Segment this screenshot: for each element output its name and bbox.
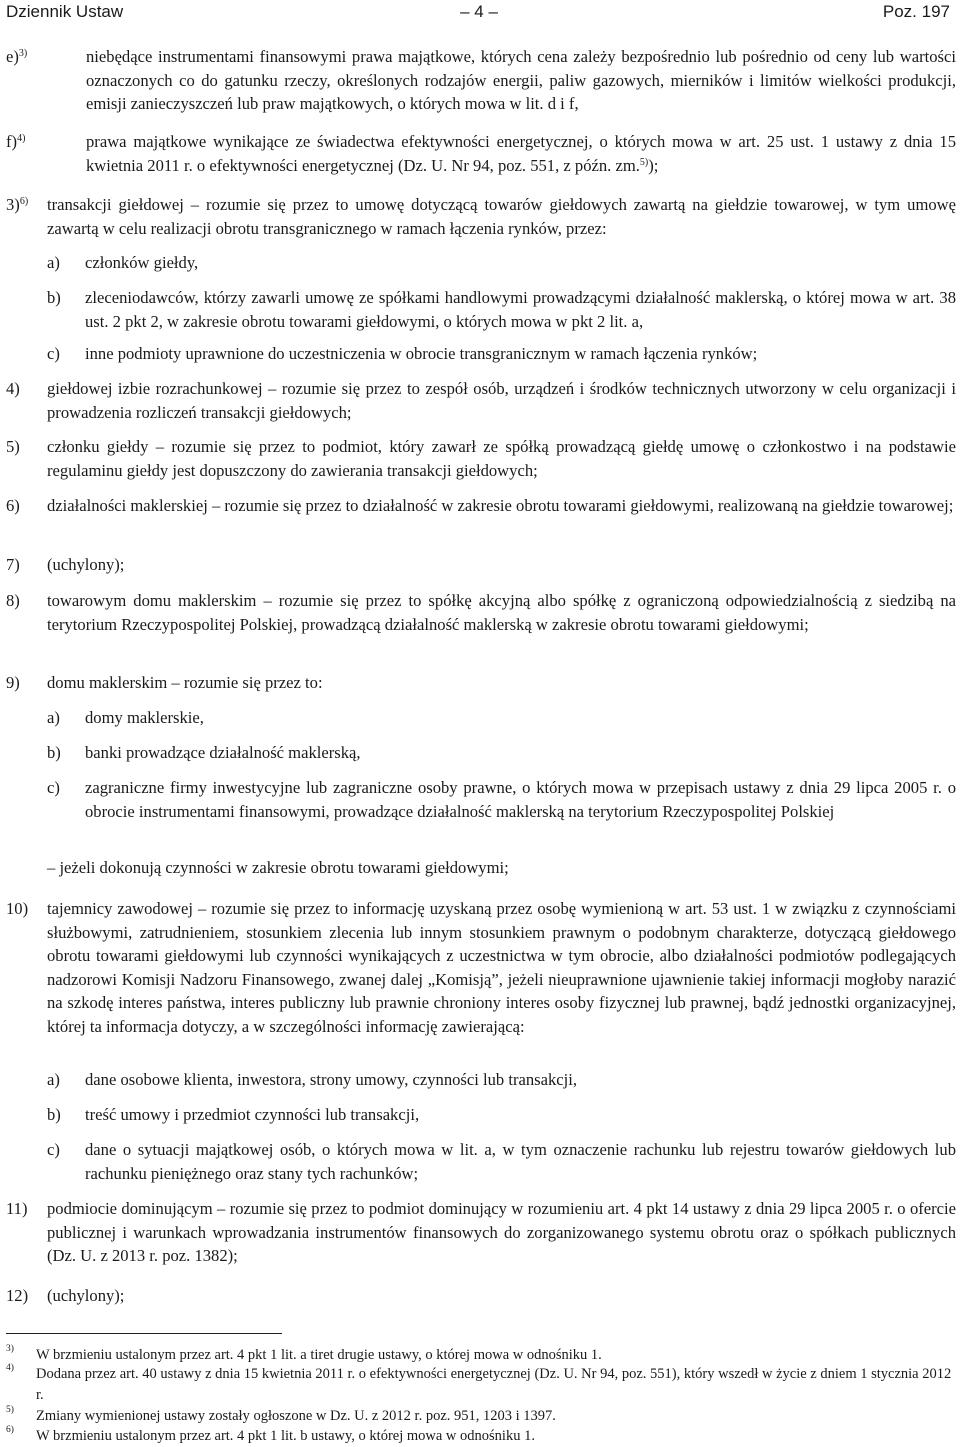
point-label: f)$^{4)}$ — [6, 132, 26, 151]
point-text: dane o sytuacji majątkowej osób, o których mowa w lit. a, w tym oznaczenie rachunku lub rejestru towarów giełdowych lub rachunku pieniężnego oraz stany tych rachunków; — [85, 1140, 956, 1183]
page-header — [6, 0, 952, 23]
point-f — [6, 130, 956, 177]
point-label: 6) — [6, 496, 20, 515]
footnote-ref: 5) — [639, 156, 649, 168]
footnote-text: Dodana przez art. 40 ustawy z dnia 15 kwietnia 2011 r. o efektywności energetycznej (Dz. U. Nr 94, poz. 551), który wszedł w życie z dniem 1 stycznia 2012 r. — [36, 1366, 952, 1403]
point-label: 3)$^{6)}$ — [6, 195, 29, 214]
point-label: 4) — [6, 379, 20, 398]
point-text: domu maklerskim – rozumie się przez to: — [47, 673, 323, 692]
point-label: 8) — [6, 591, 20, 610]
footnote-number: 3) — [6, 1344, 14, 1354]
point-text: giełdowej izbie rozrachunkowej – rozumie się przez to zespół osób, urządzeń i środków technicznych utworzony w celu organizacji i prowadzenia rozliczeń transakcji giełdowych; — [47, 379, 956, 422]
subpoint-c — [47, 1138, 956, 1185]
point-text: członków giełdy, — [85, 253, 199, 272]
point-label: 9) — [6, 673, 20, 692]
point-12 — [6, 1284, 956, 1308]
point-text: towarowym domu maklerskim – rozumie się przez to spółkę akcyjną albo spółkę z ograniczoną odpowiedzialnością z siedzibą na terytorium Rzeczypospolitej Polskiej, prowadzącą działalność maklerską w zakresie obrotu towarami giełdowymi; — [47, 591, 956, 634]
subpoint-c — [47, 342, 956, 366]
point-text: niebędące instrumentami finansowymi prawa majątkowe, których cena zależy bezpośrednio lub pośrednio od ceny lub wartości oznaczonych co do gatunku rzeczy, określonych rodzajów energii, paliw gazowych, mierników i limitów wielkości produkcji, emisji zanieczyszczeń lub praw majątkowych, o których mowa w lit. d i f, — [86, 47, 956, 113]
point-text: (uchylony); — [47, 555, 125, 574]
point-text: dane osobowe klienta, inwestora, strony umowy, czynności lub transakcji, — [85, 1070, 578, 1089]
point-8 — [6, 589, 956, 636]
point-text: – jeżeli dokonują czynności w zakresie obrotu towarami giełdowymi; — [47, 858, 509, 877]
footnote-text: W brzmieniu ustalonym przez art. 4 pkt 1 lit. b ustawy, o której mowa w odnośniku 1. — [36, 1428, 535, 1444]
position-number: Poz. 197 — [882, 2, 950, 21]
journal-title: Dziennik Ustaw — [6, 2, 124, 21]
footnote-ref: 3) — [18, 48, 28, 59]
point-label: c) — [47, 1140, 60, 1159]
point-label: 11) — [6, 1199, 28, 1218]
point-text: (uchylony); — [47, 1286, 125, 1305]
footnote-ref: 6) — [19, 196, 29, 207]
point-label: 12) — [6, 1286, 29, 1305]
point-label: b) — [47, 288, 61, 307]
footnote-number: 4) — [6, 1363, 14, 1373]
point-11 — [6, 1197, 956, 1268]
subpoint-a — [47, 1068, 956, 1092]
subpoint-b — [47, 286, 956, 333]
point-text: transakcji giełdowej – rozumie się przez to umowę dotyczącą towarów giełdowych zawartą na giełdzie towarowej, w tym umowę zawartą w celu realizacji obrotu transgranicznego w ramach łączenia rynków, przez: — [47, 195, 956, 238]
point-label: b) — [47, 743, 61, 762]
point-text: zagraniczne firmy inwestycyjne lub zagraniczne osoby prawne, o których mowa w przepisach ustawy z dnia 29 lipca 2005 r. o obrocie instrumentami finansowymi, prowadzące działalność maklerską na terytorium Rzeczypospolitej Polskiej — [85, 778, 956, 821]
subpoint-a — [47, 706, 956, 730]
point-9 — [6, 671, 956, 695]
point-text: podmiocie dominującym – rozumie się przez to podmiot dominujący w rozumieniu art. 4 pkt 14 ustawy z dnia 29 lipca 2005 r. o ofercie publicznej i warunkach wprowadzania instrumentów finansowych do zorganizowanego systemu obrotu oraz o spółkach publicznych (Dz. U. z 2013 r. poz. 1382); — [47, 1199, 956, 1265]
footnote-ref: 4) — [17, 133, 26, 144]
point-label: 10) — [6, 899, 29, 918]
point-text: prawa majątkowe wynikające ze świadectwa efektywności energetycznej, o których mowa w art. 25 ust. 1 ustawy z dnia 15 kwietnia 2011 r. o efektywności energetycznej (Dz. U. Nr 94, poz. 551, z późn. zm.$^{5)}$); — [86, 132, 956, 175]
point-label: b) — [47, 1105, 61, 1124]
point-text: treść umowy i przedmiot czynności lub transakcji, — [85, 1105, 420, 1124]
footnote-number: 5) — [6, 1405, 14, 1415]
point-label: c) — [47, 778, 60, 797]
point-6 — [6, 494, 956, 518]
point-text: domy maklerskie, — [85, 708, 204, 727]
subpoint-a — [47, 251, 956, 275]
point-label: e)$^{3)}$ — [6, 47, 28, 66]
point-label: 7) — [6, 555, 20, 574]
footnote-number: 6) — [6, 1425, 14, 1435]
point-label: a) — [47, 253, 60, 272]
page-number: – 4 – — [460, 2, 498, 21]
footnote-text: W brzmieniu ustalonym przez art. 4 pkt 1 lit. a tiret drugie ustawy, o której mowa w odnośniku 1. — [36, 1347, 602, 1363]
point-3 — [6, 193, 956, 240]
point-5 — [6, 435, 956, 482]
point-label: c) — [47, 344, 60, 363]
closing-clause — [47, 856, 956, 880]
point-text: działalności maklerskiej – rozumie się przez to działalność w zakresie obrotu towarami giełdowymi, realizowaną na giełdzie towarowej; — [47, 496, 954, 515]
point-text: zleceniodawców, którzy zawarli umowę ze spółkami handlowymi prowadzącymi działalność maklerską, o której mowa w art. 38 ust. 2 pkt 2, w zakresie obrotu towarami giełdowymi, o których mowa w pkt 2 lit. a, — [85, 288, 956, 331]
footnote-text: Zmiany wymienionej ustawy zostały ogłoszone w Dz. U. z 2012 r. poz. 951, 1203 i 1397. — [36, 1408, 556, 1424]
point-text: tajemnicy zawodowej – rozumie się przez to informację uzyskaną przez osobę wymienioną w art. 53 ust. 1 w związku z czynnościami służbowymi, zatrudnieniem, stosunkiem zlecenia lub innym stosunkiem prawnym o podobnym charakterze, dotyczącą giełdowego obrotu towarami giełdowymi lub czynności wynikających z uczestnictwa w tym obrocie, albo działalności podmiotów podlegających nadzorowi Komisji Nadzoru Finansowego, zwanej dalej „Komisją”, jeżeli nieuprawnione ujawnienie takiej informacji mogłoby narazić na szkodę interes państwa, interes publiczny lub prawnie chroniony interes osoby fizycznej lub prawnej, bądź jednostki organizacyjnej, której ta informacja dotyczy, a w szczególności informację zawierającą: — [47, 899, 956, 1036]
point-4 — [6, 377, 956, 424]
point-10 — [6, 897, 956, 1038]
point-text: członku giełdy – rozumie się przez to podmiot, który zawarł ze spółką prowadzącą giełdę umowę o członkostwo i na podstawie regulaminu giełdy jest dopuszczony do zawierania transakcji giełdowych; — [47, 437, 956, 480]
point-label: a) — [47, 1070, 60, 1089]
point-label: a) — [47, 708, 60, 727]
point-7 — [6, 553, 956, 577]
subpoint-b — [47, 741, 956, 765]
point-e — [6, 45, 956, 116]
point-text: banki prowadzące działalność maklerską, — [85, 743, 361, 762]
point-label: 5) — [6, 437, 20, 456]
point-text: inne podmioty uprawnione do uczestniczenia w obrocie transgranicznym w ramach łączenia rynków; — [85, 344, 758, 363]
subpoint-b — [47, 1103, 956, 1127]
footnote-divider — [6, 1333, 282, 1334]
subpoint-c — [47, 776, 956, 823]
